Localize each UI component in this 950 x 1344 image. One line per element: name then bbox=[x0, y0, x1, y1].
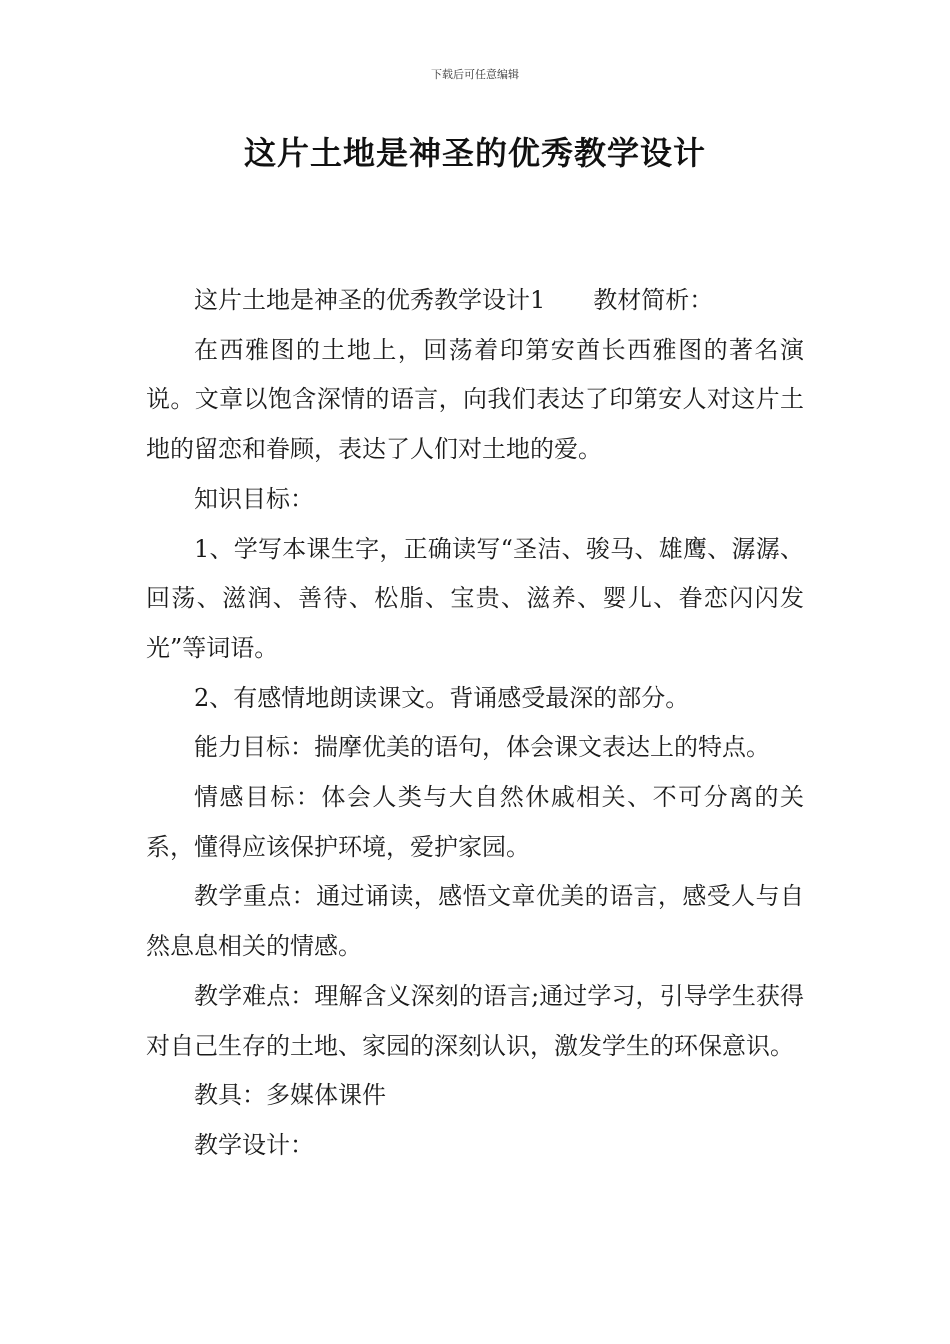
knowledge-goal-2: 2、有感情地朗读课文。背诵感受最深的部分。 bbox=[194, 683, 690, 712]
knowledge-goals-heading: 知识目标： bbox=[194, 484, 314, 513]
text-analysis-paragraph: 在西雅图的土地上，回荡着印第安酋长西雅图的著名演说。文章以饱含深情的语言，向我们表达了印第安人对这片土地的留恋和眷顾，表达了人们对土地的爱。 bbox=[146, 335, 804, 464]
emotion-goal-paragraph: 情感目标：体会人类与大自然休戚相关、不可分离的关系，懂得应该保护环境，爱护家园。 bbox=[146, 783, 804, 861]
knowledge-goal-1: 1、学写本课生字，正确读写“圣洁、骏马、雄鹰、潺潺、回荡、滋润、善待、松脂、宝贵、滋养、婴儿、眷恋闪闪发光”等词语。 bbox=[146, 534, 804, 662]
ability-goal-paragraph: 能力目标：揣摩优美的语句，体会课文表达上的特点。 bbox=[194, 733, 770, 762]
document-title: 这片土地是神圣的优秀教学设计 bbox=[243, 134, 706, 172]
teaching-design-heading: 教学设计： bbox=[194, 1130, 314, 1159]
document-body bbox=[146, 276, 804, 1171]
header-note: 下载后可任意编辑 bbox=[431, 68, 519, 81]
teaching-difficulty-paragraph: 教学难点：理解含义深刻的语言;通过学习，引导学生获得对自己生存的土地、家园的深刻认识，激发学生的环保意识。 bbox=[146, 981, 804, 1060]
teaching-focus-paragraph: 教学重点：通过诵读，感悟文章优美的语言，感受人与自然息息相关的情感。 bbox=[146, 882, 804, 961]
teaching-aids-paragraph: 教具：多媒体课件 bbox=[194, 1081, 386, 1110]
intro-paragraph: 这片土地是神圣的优秀教学设计1 教材简析： bbox=[194, 286, 714, 314]
